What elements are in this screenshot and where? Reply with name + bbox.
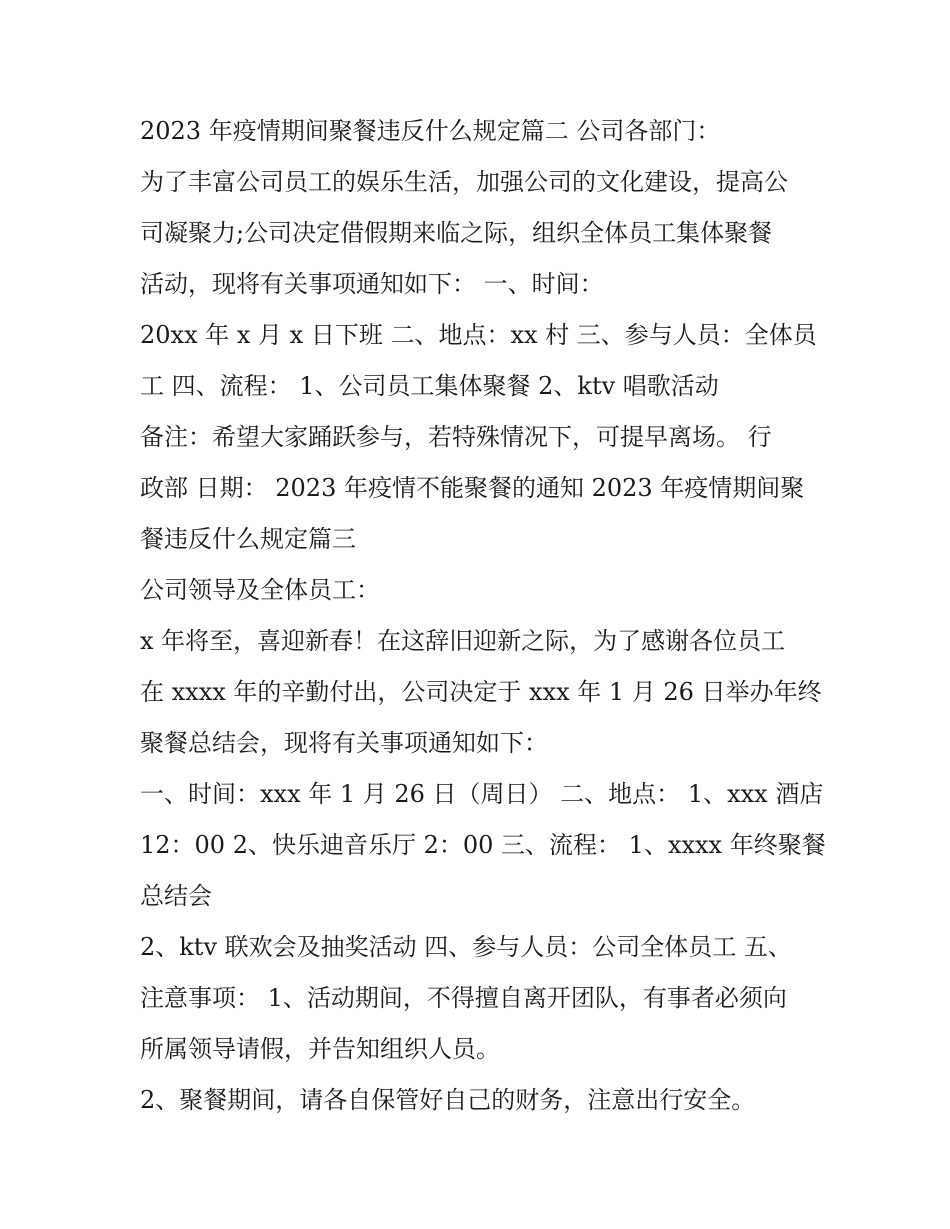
text-line: 所属领导请假，并告知组织人员。 xyxy=(140,1035,500,1063)
text-line: x 年将至，喜迎新春！在这辞旧迎新之际，为了感谢各位员工 xyxy=(140,627,786,655)
text-line: 一、时间：xxx 年 1 月 26 日（周日） 二、地点： 1、xxx 酒店 xyxy=(140,780,824,808)
text-line: 司凝聚力;公司决定借假期来临之际，组织全体员工集体聚餐 xyxy=(140,219,773,247)
text-line: 工 四、流程： 1、公司员工集体聚餐 2、ktv 唱歌活动 xyxy=(140,372,719,400)
document-body xyxy=(140,112,830,1132)
text-line: 在 xxxx 年的辛勤付出，公司决定于 xxx 年 1 月 26 日举办年终 xyxy=(140,678,822,706)
text-line: 2、聚餐期间，请各自保管好自己的财务，注意出行安全。 xyxy=(140,1086,756,1114)
text-line: 公司领导及全体员工： xyxy=(140,576,380,604)
text-line: 2023 年疫情期间聚餐违反什么规定篇二 公司各部门： xyxy=(140,117,721,145)
text-line: 政部 日期： 2023 年疫情不能聚餐的通知 2023 年疫情期间聚 xyxy=(140,474,805,502)
text-line: 总结会 xyxy=(140,882,212,910)
text-line: 餐违反什么规定篇三 xyxy=(140,525,356,553)
text-line: 为了丰富公司员工的娱乐生活，加强公司的文化建设，提高公 xyxy=(140,168,788,196)
text-line: 活动，现将有关事项通知如下： 一、时间： xyxy=(140,270,604,298)
text-line: 2、ktv 联欢会及抽奖活动 四、参与人员：公司全体员工 五、 xyxy=(140,933,792,961)
text-line: 注意事项： 1、活动期间，不得擅自离开团队，有事者必须向 xyxy=(140,984,787,1012)
text-line: 20xx 年 x 月 x 日下班 二、地点：xx 村 三、参与人员：全体员 xyxy=(140,321,817,349)
text-line: 备注：希望大家踊跃参与，若特殊情况下，可提早离场。 行 xyxy=(140,423,772,451)
text-line: 聚餐总结会，现将有关事项通知如下： xyxy=(140,729,548,757)
text-line: 12：00 2、快乐迪音乐厅 2：00 三、流程： 1、xxxx 年终聚餐 xyxy=(140,831,826,859)
